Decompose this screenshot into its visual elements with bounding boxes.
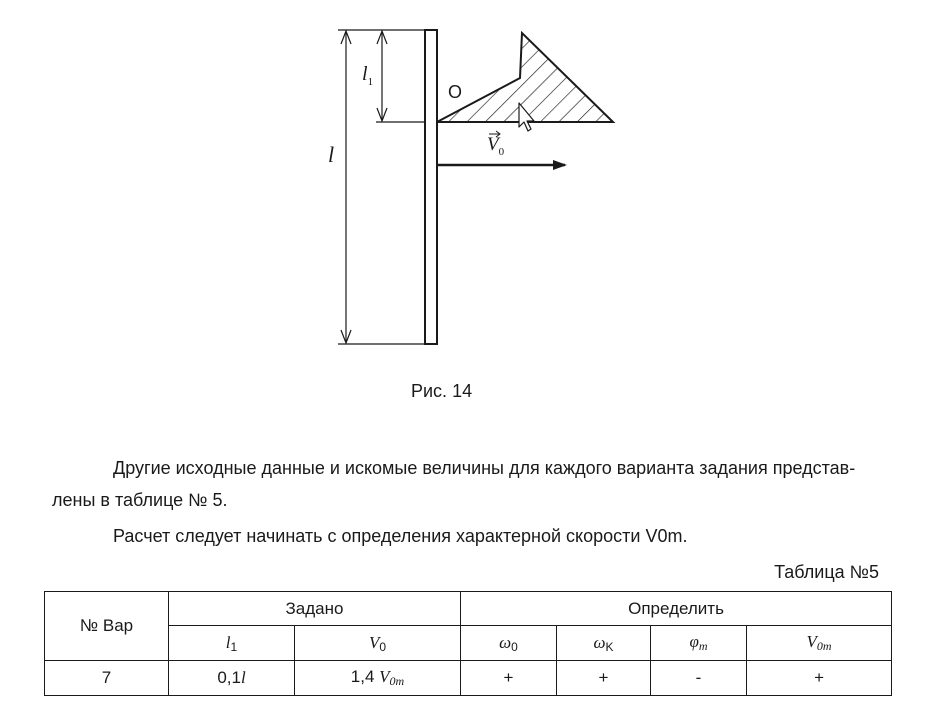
hatched-triangle-body [437, 33, 613, 122]
header-find: Определить [461, 592, 892, 626]
header-omegaK: $\omega_K$ [557, 626, 651, 661]
cell-omegaK: + [557, 661, 651, 696]
header-omega0: $\omega_0$ [461, 626, 557, 661]
table-row [45, 661, 892, 696]
label-l: l [328, 142, 335, 167]
table-header-row-1 [45, 592, 892, 626]
header-given: Задано [169, 592, 461, 626]
paragraph-1-line-2: лены в таблице № 5. [52, 490, 228, 510]
table-title: Таблица №5 [774, 562, 879, 582]
label-V0 [487, 131, 505, 158]
vertical-rod [425, 30, 437, 344]
variant-table [44, 591, 892, 696]
header-l1: $l_1$ [169, 626, 295, 661]
header-v0: $V_0$ [295, 626, 461, 661]
paragraph-2: Расчет следует начинать с определения характерной скорости V0m. [113, 526, 688, 546]
cell-variant: 7 [45, 661, 169, 696]
paragraph-1-line-1: Другие исходные данные и искомые величины для каждого варианта задания представ- [113, 458, 856, 478]
label-l1: $l_1$ [362, 63, 374, 88]
cell-v0: 1,4 $V_{0m}$ [295, 661, 461, 696]
cell-l1: 0,1l [169, 661, 295, 696]
cell-omega0: + [461, 661, 557, 696]
cell-v0m: + [747, 661, 892, 696]
figure-caption: Рис. 14 [411, 381, 473, 401]
header-v0m: $V_{0m}$ [747, 626, 892, 661]
svg-text:V0: $V_0$ [487, 134, 505, 158]
header-phim: $\varphi_m$ [651, 626, 747, 661]
label-O: O [448, 82, 463, 102]
dimension-l1 [376, 31, 425, 122]
cell-phim: - [651, 661, 747, 696]
table-header-row-2 [45, 626, 892, 661]
header-variant: № Вар [45, 592, 169, 661]
